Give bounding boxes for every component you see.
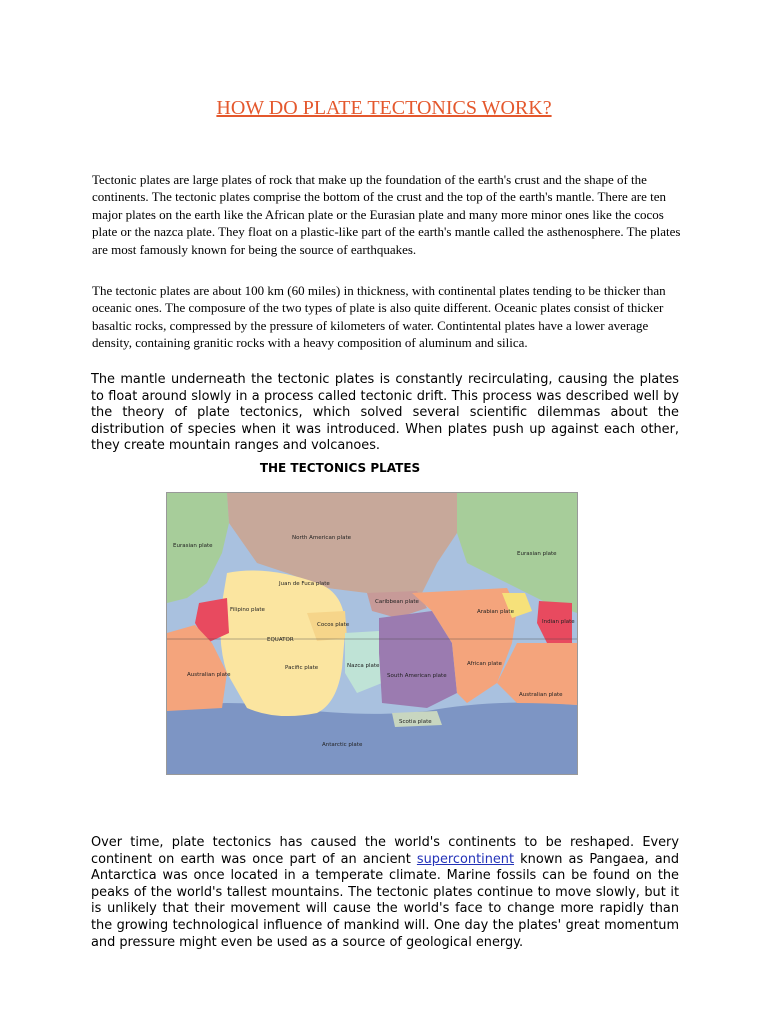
map-label-eurasian-right: Eurasian plate xyxy=(517,551,557,557)
map-label-african: African plate xyxy=(467,661,502,667)
figure-caption: THE TECTONICS PLATES xyxy=(259,461,421,475)
supercontinent-link[interactable]: supercontinent xyxy=(416,851,515,867)
paragraph-pangaea: Over time, plate tectonics has caused the world's continents to be reshaped. Every continent on earth was once part of an ancient supercontinent known as Pangaea, and Antarctica was once located in a temperate climate. Marine fossils can be found on the peaks of the world's tallest mountains. The tectonic plates continue to move slowly, but it is unlikely that their movement will cause the world's face to change more rapidly than the growing technological influence of mankind will. One day the plates' great momentum and pressure might even be used as a source of geological energy. xyxy=(91,835,679,950)
map-label-nazca: Nazca plate xyxy=(347,663,380,669)
map-label-north-american: North American plate xyxy=(292,535,351,541)
paragraph-thickness: The tectonic plates are about 100 km (60 miles) in thickness, with continental plates tending to be thicker than oceanic ones. The composure of the two types of plate is also quite different. Oceanic plates consist of thicker basaltic rocks, compressed by the pressure of kilometers of water. Contintental plates have a lower average density, containing granitic rocks with a heavy composition of aluminum and silica. xyxy=(92,283,666,351)
map-label-antarctic: Antarctic plate xyxy=(322,742,363,748)
map-label-australian-left: Australian plate xyxy=(187,672,231,678)
map-label-pacific: Pacific plate xyxy=(285,665,319,671)
map-label-filipino: Filipino plate xyxy=(230,607,265,613)
map-label-arabian: Arabian plate xyxy=(477,609,514,615)
map-label-cocos: Cocos plate xyxy=(317,622,350,628)
map-label-juan-de-fuca: Juan de Fuca plate xyxy=(279,581,330,587)
paragraph-intro: Tectonic plates are large plates of rock that make up the foundation of the earth's crust and the shape of the continents. The tectonic plates comprise the bottom of the crust and the top of the earth's mantle. There are ten major plates on the earth like the African plate or the Eurasian plate and many more minor ones like the cocos plate or the nazca plate. They float on a plastic-like part of the earth's mantle called the asthenosphere. The plates are most famously known for being the source of earthquakes. xyxy=(92,172,681,257)
map-label-eurasian-left: Eurasian plate xyxy=(173,543,213,549)
paragraph-mantle: The mantle underneath the tectonic plates is constantly recirculating, causing the plates to float around slowly in a process called tectonic drift. This process was described well by the theory of plate tectonics, which solved several scientific dilemmas about the distribution of species when it was introduced. When plates push up against each other, they create mountain ranges and volcanoes. xyxy=(91,372,679,454)
map-label-australian-right: Australian plate xyxy=(519,692,563,698)
map-label-caribbean: Caribbean plate xyxy=(375,599,419,605)
document-title: HOW DO PLATE TECTONICS WORK? xyxy=(216,97,552,119)
map-label-equator: EQUATOR xyxy=(267,637,294,643)
map-label-south-american: South American plate xyxy=(387,673,447,679)
map-label-indian: Indian plate xyxy=(542,619,575,625)
tectonic-plates-map xyxy=(166,492,578,775)
map-label-scotia: Scotia plate xyxy=(399,719,432,725)
